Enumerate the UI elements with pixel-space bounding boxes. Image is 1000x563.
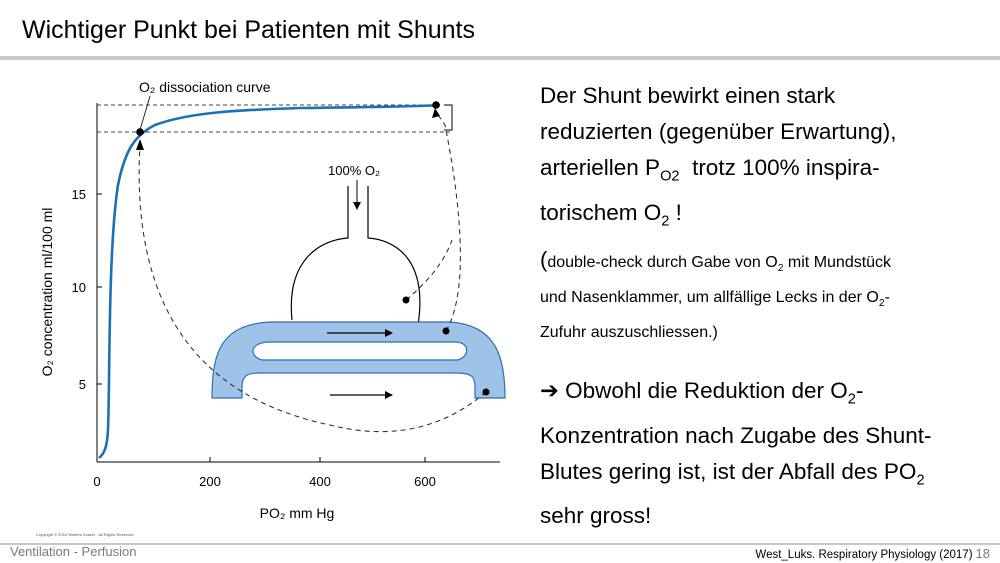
text-line: ➔ Obwohl die Reduktion der $O_2-$ [540, 378, 864, 408]
shunt-figure [0, 60, 520, 545]
y-tick-label: 10 [71, 280, 86, 295]
footer-section-label: Ventilation - Perfusion [10, 544, 137, 559]
inspired-o2-label: 100% O₂ [328, 163, 381, 178]
copyright-note: Copyright © 2016 Wolters Kluwer · All Rights Reserved [36, 532, 134, 537]
alveolar-arc [406, 240, 452, 300]
x-tick-label: 200 [199, 474, 221, 489]
curve-label: O₂ dissociation curve [139, 79, 271, 95]
text-line: Der Shunt bewirkt einen stark [540, 83, 836, 108]
note-line: (double-check durch Gabe von $O_2$ mit Mundstück [540, 247, 892, 275]
slide-title: Wichtiger Punkt bei Patienten mit Shunts [22, 16, 476, 44]
x-axis-label: PO₂ mm Hg [259, 505, 335, 521]
footer-divider [0, 543, 1000, 545]
explanation-text [540, 78, 990, 534]
x-tick-label: 0 [93, 474, 101, 489]
y-tick-label: 15 [71, 187, 86, 202]
text-line: Konzentration nach Zugabe des Shunt- [540, 422, 932, 448]
o2-dissociation-curve [99, 105, 440, 458]
y-tick-label: 5 [78, 377, 86, 392]
y-axis-label: O₂ concentration ml/100 ml [39, 207, 55, 377]
text-line: Blutes gering ist, ist der Abfall des $PO_2$ [540, 458, 925, 489]
text-line: arteriellen $P_{O2}$ trotz 100% inspira- [540, 155, 880, 185]
source-citation: West_Luks. Respiratory Physiology (2017) [755, 549, 973, 561]
text-line: reduzierten (gegenüber Erwartung), [540, 119, 897, 144]
shunt-arc [139, 145, 486, 432]
curve-label-leader [140, 96, 150, 130]
page-number: 18 [975, 546, 990, 561]
x-tick-label: 600 [414, 474, 436, 489]
x-tick-label: 400 [309, 474, 331, 489]
footer-source [755, 546, 990, 561]
note-line: Zufuhr auszuschliessen.) [540, 324, 718, 342]
text-line: torischem $O_2$ ! [540, 199, 682, 229]
capillary-arc [436, 112, 460, 331]
note-line: und Nasenklammer, um allfällige Lecks in der $O_2-$ [540, 289, 890, 310]
text-line: sehr gross! [540, 503, 652, 529]
